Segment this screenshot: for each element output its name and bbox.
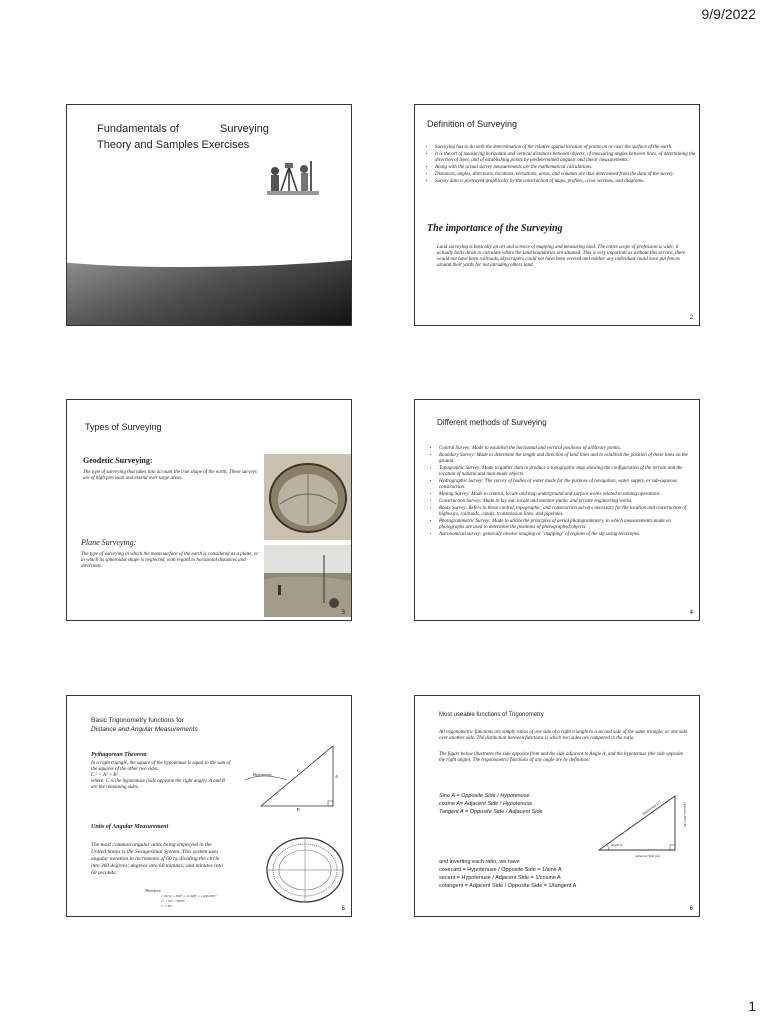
slide-3 <box>66 399 352 621</box>
bullet: • Along with the actual survey measurements are the mathematical calculations. <box>435 165 697 171</box>
geodetic-text: The type of surveying that takes into account the true shape of the earth. These surveys are of high precision and extend over large areas. <box>83 470 257 481</box>
slide-6-para-1: All trigonometric functions are simply ratios of one side of a right triangle to a second side of the same triangle, or one side over another side. The distinction between functions is which two sides are compared in the ratio. <box>439 730 688 741</box>
slide-1 <box>66 104 352 326</box>
fig-opposite-label: Opposite Side (B) <box>683 802 687 827</box>
pyth-formula: C ² = A² + B² <box>91 773 118 778</box>
slide-6-title: Most useable functions of Trigonometry <box>439 712 544 718</box>
slide-number: 5 <box>341 906 345 912</box>
definitions <box>439 792 543 816</box>
trig-triangle-figure <box>591 790 691 862</box>
slide-5 <box>66 695 352 917</box>
bullet: • Distances, angles, directions, locations, elevations, areas, and volumes are thus determined from the data of the survey. <box>435 172 697 178</box>
geodetic-title: Geodetic Surveying: <box>83 456 153 465</box>
fig-adjacent-label: Adjacent Side (A) <box>635 854 660 858</box>
svg-text:C: C <box>297 768 300 773</box>
pyth-block <box>91 761 231 791</box>
bullet: • Hydrographic Survey: The survey of bodies of water made for the purpose of navigation, water supply, or sub-aqueous construction. <box>439 479 697 491</box>
slide-2-subtitle: The importance of the Surveying <box>427 223 563 234</box>
page-date: 9/9/2022 <box>701 6 756 22</box>
surveyor-clipart <box>267 157 319 199</box>
therefore-label: Therefore, <box>145 888 162 893</box>
title-line-b: Distance and Angular Measurements <box>91 726 198 733</box>
page-number: 1 <box>748 998 756 1014</box>
slide-6 <box>414 695 700 917</box>
title-part-b: Surveying <box>220 123 269 135</box>
bullet: • Route Survey: Refers to those control, topographic, and construction surveys necessary for the location and construction of highways, railroads, canals, transmission lines, and pipelines. <box>439 506 697 518</box>
plane-title: Plane Surveying: <box>81 538 137 547</box>
pyth-text: In a right triangle, the square of the hypotenuse is equal to the sum of the squares of the other two sides. <box>91 761 231 772</box>
field-survey-photo <box>264 545 352 617</box>
cotangent-def: cotangent = Adjacent Side / Opposite Side = 1/tangent A <box>439 883 577 889</box>
slide-3-title: Types of Surveying <box>85 422 162 432</box>
slide-4-title: Different methods of Surveying <box>437 418 547 427</box>
slide-5-title <box>91 716 198 734</box>
bullet: • Boundary Survey: Made to determine the length and direction of land lines and to establish the position of these lines on the ground. <box>439 453 697 465</box>
fig-angle-label: Angle A <box>611 843 623 847</box>
bullet: • Control Survey: Made to establish the horizontal and vertical positions of arbitrary points. <box>439 446 697 452</box>
inverting-text: and inverting each ratio, we have <box>439 859 520 865</box>
units-text: The most common angular units being employed in the United States is the Sexagesimal System. This system uses angular notation in increments of 60 by dividing the circle into 360 degrees; degrees into 60 minutes; and minutes into 60 seconds. <box>91 842 223 876</box>
equation: 1' = 60" <box>161 904 173 908</box>
slide-number: 4 <box>689 610 693 616</box>
slide-4 <box>414 399 700 621</box>
sine-def: Sine A = Opposite Side / Hypotenuse <box>439 793 530 799</box>
bullet: • Mining Survey: Made to control, locate and map underground and surface works related to mining operations. <box>439 492 697 498</box>
slide-number: 6 <box>689 906 693 912</box>
slide-2-bullets <box>425 145 697 186</box>
slide-1-title <box>97 121 337 153</box>
bullet: • Construction Survey: Made to lay out, locate and monitor public and private engineering works. <box>439 499 697 505</box>
slide-4-bullets <box>429 446 697 539</box>
equations <box>161 894 216 909</box>
equation: 1° = 60' = 3600" <box>161 899 186 903</box>
pyth-where: where: C is the hypotenuse (side opposite the right angle). A and B are the remaining sides. <box>91 779 225 790</box>
svg-text:B: B <box>297 807 300 812</box>
units-title: Units of Angular Measurement <box>91 824 169 830</box>
pyth-title: Pythagorean Theorem <box>91 752 147 758</box>
cosine-def: cosine A= Adjacent Side / Hypotenuse <box>439 801 533 807</box>
slide-1-banner-curve <box>66 233 352 267</box>
bullet: • Photogrammetric Survey: Made to utilize the principles of aerial photogrammetry, in which measurements made on photographs are used to determine the positions of photographed objects. <box>439 519 697 531</box>
slide-number: 3 <box>341 610 345 616</box>
fig-hypotenuse-label: Hypotenuse (C) <box>641 799 662 817</box>
hypotenuse-label: Hypotenuse <box>253 772 272 777</box>
svg-text:A: A <box>335 774 338 779</box>
bullet: • Topographic Survey: Made to gather data to produce a topographic map showing the configuration of the terrain and the location of natural and man-made objects. <box>439 466 697 478</box>
bullet: • Astronomical survey: generally involve imaging or "mapping" of regions of the sky using telescopes. <box>439 532 697 538</box>
title-line-a: Basic Trigonometry functions for <box>91 717 184 724</box>
equation: 1 circle = 360° = 21,600' = 1,296,000" <box>161 894 217 898</box>
inverse-definitions <box>439 858 576 890</box>
bullet: • Surveying has to do with the determination of the relative spatial location of points on or near the surface of the earth. <box>435 145 697 151</box>
title-part-a: Fundamentals of <box>97 123 179 135</box>
bullet: • Survey data is portrayed graphically by the construction of maps, profiles, cross sections, and diagrams. <box>435 179 697 185</box>
protractor-circle-figure <box>263 830 347 906</box>
plane-text: The type of surveying in which the mean surface of the earth is considered as a plane, or in which its spheroidal shape is neglected, with regard to horizontal distances and directions. <box>81 552 259 569</box>
slide-2 <box>414 104 700 326</box>
bullet: • It is the art of measuring horizontal and vertical distances between objects, of measuring angles between lines, of determining the direction of lines, and of establishing points by predetermined angular and linear measurements. <box>435 152 697 164</box>
cosecant-def: cosecant = Hypotenuse / Opposite Side = 1/sine A <box>439 867 562 873</box>
tangent-def: Tangent A = Opposite Side / Adjacent Side <box>439 809 543 815</box>
slide-number: 2 <box>689 315 693 321</box>
slide-2-paragraph: Land surveying is basically an art and science of mapping and measuring land. The entire scope of profession is wide; it actually boils down to calculate where the land boundaries are situated. This is very important as without this service, there would not have been railroads, skyscrapers could not have been erected and neither any individual could have put fences around their yards for not intruding others land. <box>437 245 686 268</box>
earth-cutaway-image <box>264 454 352 540</box>
title-part-c: Theory and Samples Exercises <box>97 139 250 151</box>
slide-6-para-2: The figure below illustrates the side opposite from and the side adjacent to Angle A, and the hypotenuse (the side opposite the right angle). The trigonometric functions of any angle are by definition: <box>439 752 683 763</box>
secant-def: secant = Hypotenuse / Adjacent Side = 1/cosine A <box>439 875 561 881</box>
slide-2-title: Definition of Surveying <box>427 119 518 129</box>
